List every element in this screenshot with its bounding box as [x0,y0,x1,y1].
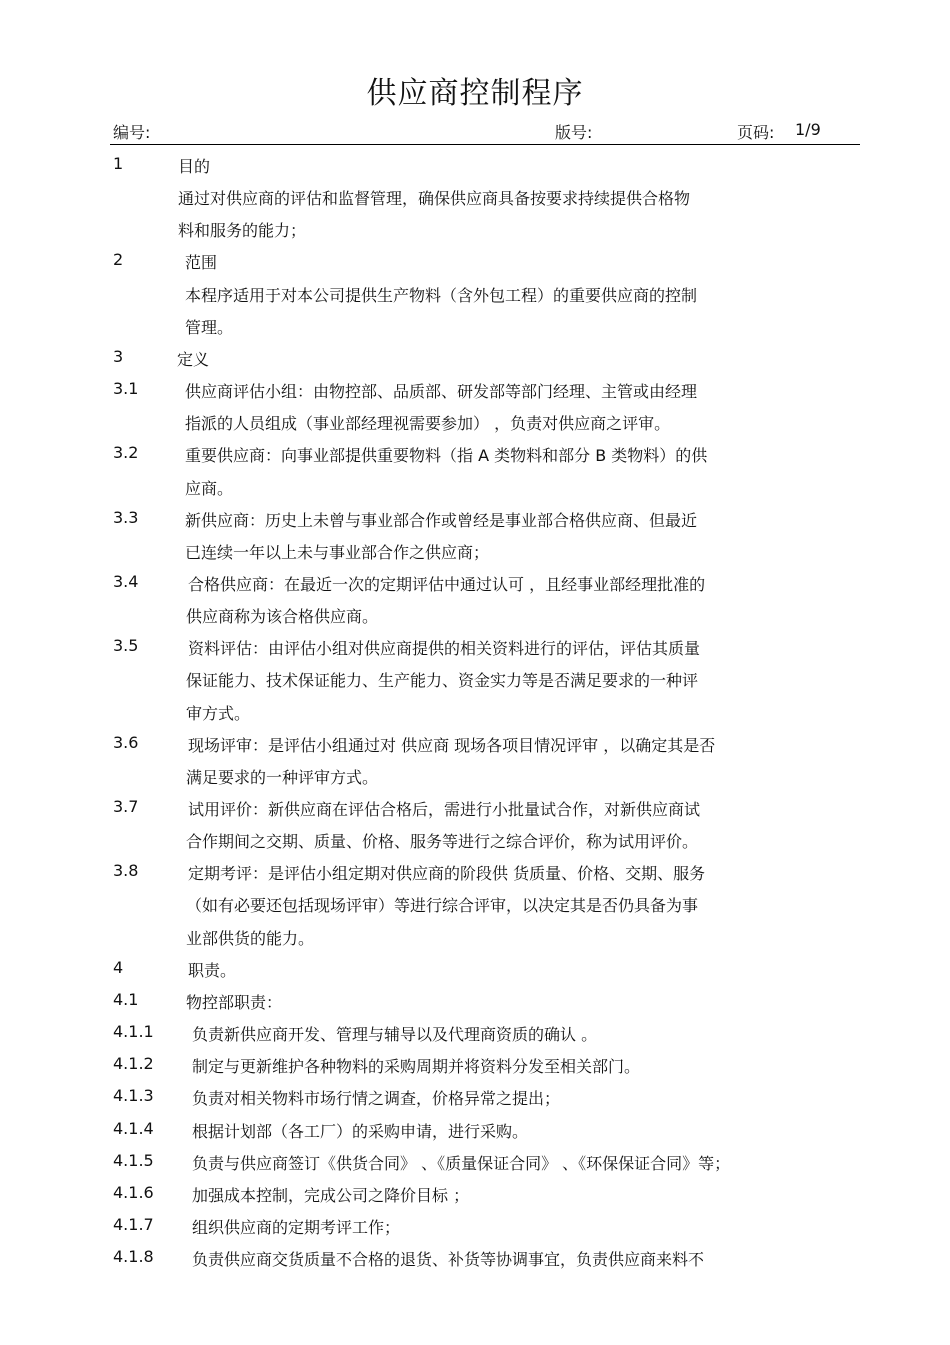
body-text-line: 供应商评估小组：由物控部、品质部、研发部等部门经理、主管或由经理 [185,382,698,402]
body-text-line: 合作期间之交期、质量、价格、服务等进行之综合评价，称为试用评价。 [186,832,699,852]
body-text-line: 定期考评：是评估小组定期对供应商的阶段供 货质量、价格、交期、服务 [188,864,706,884]
section-number: 4.1.6 [113,1182,154,1202]
section-number: 1 [113,154,124,173]
document-header [0,120,950,146]
body-text-line: 本程序适用于对本公司提供生产物料（含外包工程）的重要供应商的控制 [185,285,698,305]
body-text-line: 定义 [177,349,210,369]
body-text-line: 负责新供应商开发、管理与辅导以及代理商资质的确认 。 [192,1025,598,1045]
body-text-line: 范围 [185,253,218,273]
body-text-line: 管理。 [185,317,234,337]
section-number: 3.2 [113,443,139,463]
body-text-line: 合格供应商：在最近一次的定期评估中通过认可 ，且经事业部经理批准的 [188,574,706,594]
section-number: 3.6 [113,732,139,752]
document-title: 供应商控制程序 [366,76,584,111]
page-label: 页码: [737,123,775,142]
section-number: 4.1.8 [113,1247,154,1267]
section-number: 4.1.2 [113,1054,154,1074]
body-text-line: 试用评价：新供应商在评估合格后，需进行小批量试合作，对新供应商试 [188,800,701,819]
header-divider [110,144,860,145]
section-number: 2 [113,250,124,270]
section-number: 4.1.3 [113,1086,154,1106]
body-text-line: 组织供应商的定期考评工作； [192,1217,401,1237]
body-text-line: 资料评估：由评估小组对供应商提供的相关资料进行的评估，评估其质量 [188,639,701,659]
body-text-line: （如有必要还包括现场评审）等进行综合评审，以决定其是否仍具备为事 [186,896,699,916]
section-number: 4.1.7 [113,1214,154,1234]
body-text-line: 加强成本控制，完成公司之降价目标 ； [192,1185,470,1205]
body-text-line: 审方式。 [186,703,251,723]
body-text-line: 负责供应商交货质量不合格的退货、补货等协调事宜，负责供应商来料不 [192,1250,705,1270]
body-text-line: 通过对供应商的评估和监督管理，确保供应商具备按要求持续提供合格物 [178,189,691,209]
body-text-line: 已连续一年以上未与事业部合作之供应商； [185,542,490,562]
section-number: 3.8 [113,861,139,881]
section-number: 4.1.5 [113,1150,154,1170]
body-text-line: 新供应商：历史上未曾与事业部合作或曾经是事业部合格供应商、但最近 [185,510,698,530]
section-number: 3.4 [113,571,139,591]
section-number: 4.1.1 [113,1022,154,1042]
body-text-line: 重要供应商：向事业部提供重要物料（指 A 类物料和部分 B 类物料）的供 [185,446,708,466]
body-text-line: 料和服务的能力； [178,221,307,241]
body-text-line: 根据计划部（各工厂）的采购申请，进行采购。 [192,1121,529,1141]
body-text-line: 职责。 [188,960,237,980]
body-text-line: 物控部职责： [186,992,283,1012]
page-number: 1/9 [795,120,821,139]
body-text-line: 现场评审：是评估小组通过对 供应商 现场各项目情况评审 ，以确定其是否 [188,735,716,755]
number-label: 编号: [113,123,151,142]
body-text-line: 供应商称为该合格供应商。 [186,607,379,627]
section-number: 3 [113,346,124,366]
body-text-line: 业部供货的能力。 [186,928,315,948]
section-number: 3.7 [113,797,139,816]
section-number: 4.1.4 [113,1118,154,1138]
body-text-line: 负责与供应商签订《供货合同》 、《质量保证合同》 、《环保保证合同》等； [192,1153,731,1173]
body-text-line: 制定与更新维护各种物料的采购周期并将资料分发至相关部门。 [192,1057,641,1077]
body-text-line: 满足要求的一种评审方式。 [186,767,379,787]
body-text-line: 应商。 [185,478,234,498]
body-text-line: 负责对相关物料市场行情之调查，价格异常之提出； [192,1089,561,1109]
version-label: 版号: [555,123,593,142]
body-text-line: 保证能力、技术保证能力、生产能力、资金实力等是否满足要求的一种评 [186,671,699,691]
section-number: 4.1 [113,989,139,1009]
section-number: 4 [113,957,124,977]
body-text-line: 目的 [178,157,211,176]
body-text-line: 指派的人员组成（事业部经理视需要参加） ，负责对供应商之评审。 [185,414,671,434]
section-number: 3.5 [113,636,139,656]
section-number: 3.3 [113,507,139,527]
section-number: 3.1 [113,379,139,399]
